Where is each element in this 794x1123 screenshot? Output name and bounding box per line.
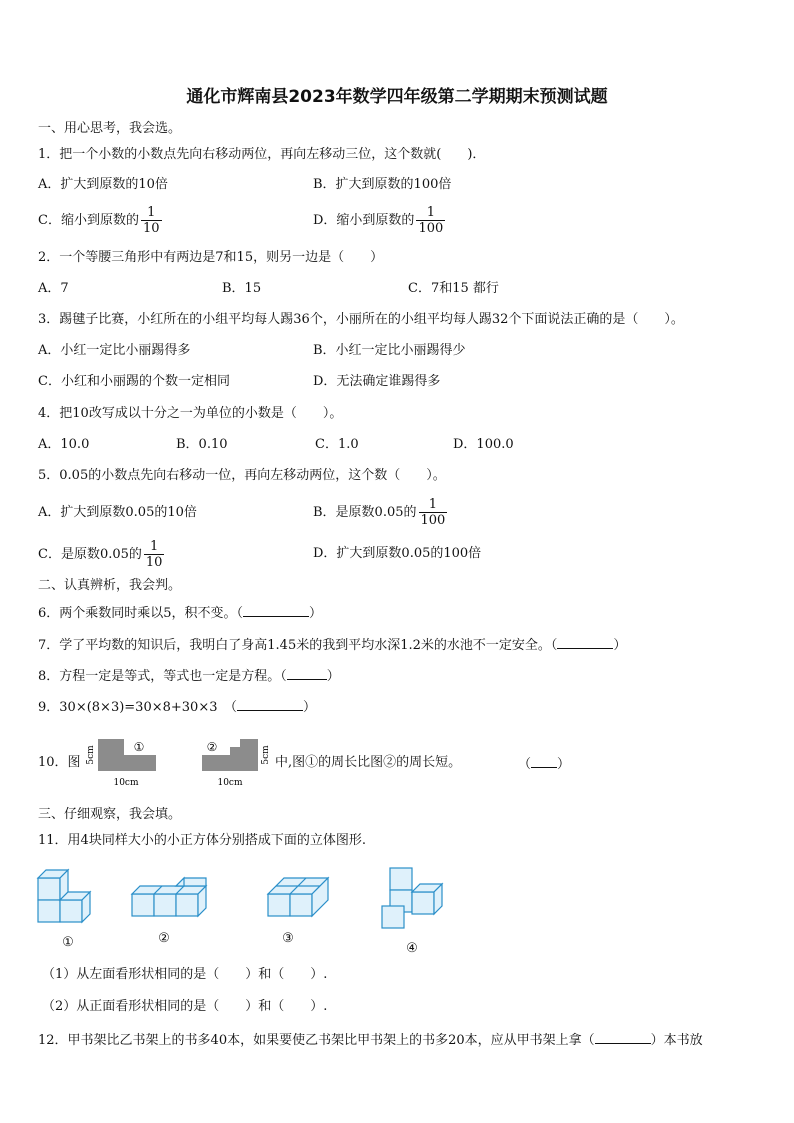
answer-blank[interactable] <box>243 604 309 617</box>
question-10-text: 中,图①的周长比图②的周长短。 <box>275 755 462 770</box>
figure-1-number: ① <box>133 740 145 754</box>
question-1-option-b: B．扩大到原数的100倍 <box>313 177 452 192</box>
cube-figures <box>34 862 454 960</box>
section-heading-3: 三、仔细观察，我会填。 <box>38 807 182 822</box>
question-5-option-c <box>38 539 164 570</box>
question-1-option-c <box>38 205 162 236</box>
question-7 <box>38 636 626 654</box>
paren-close: ） <box>557 757 571 772</box>
dim-label-10cm: 10cm <box>113 778 139 788</box>
question-4-option-a: A．10.0 <box>38 437 90 452</box>
cube-label-3: ③ <box>282 931 294 946</box>
paren-close: ） <box>326 669 340 684</box>
paren-open: （ <box>518 757 532 772</box>
question-1-stem: 1．把一个小数的小数点先向右移动两位，再向左移动三位，这个数就( )． <box>38 147 486 162</box>
numerator: 1 <box>141 205 162 221</box>
question-5-option-b <box>313 497 447 528</box>
question-11-sub-2: （2）从正面看形状相同的是（ ）和（ ）. <box>42 999 328 1014</box>
cube-figure-3 <box>268 878 328 916</box>
option-text: B．是原数0.05的 <box>313 505 417 520</box>
question-1-option-d <box>313 205 445 236</box>
cube-label-4: ④ <box>406 941 418 956</box>
answer-blank[interactable] <box>557 636 613 649</box>
question-2-stem: 2．一个等腰三角形中有两边是7和15，则另一边是（ ） <box>38 250 384 265</box>
question-6 <box>38 604 322 622</box>
section-heading-1: 一、用心思考，我会选。 <box>38 121 182 136</box>
figure-2-number: ② <box>206 740 218 754</box>
denominator: 100 <box>420 513 446 528</box>
dim-label-10cm: 10cm <box>217 778 243 788</box>
question-2-option-c: C．7和15 都行 <box>408 281 499 296</box>
question-11-stem: 11．用4块同样大小的小正方体分别搭成下面的立体图形. <box>38 833 366 848</box>
question-3-option-b: B．小红一定比小丽踢得少 <box>313 343 466 358</box>
answer-blank[interactable] <box>531 755 557 768</box>
option-text: C．缩小到原数的 <box>38 213 139 228</box>
question-5-option-a: A．扩大到原数0.05的10倍 <box>38 505 197 520</box>
denominator: 10 <box>142 221 160 236</box>
question-5-option-d: D．扩大到原数0.05的100倍 <box>313 546 482 561</box>
answer-blank[interactable] <box>237 698 303 711</box>
page-title: 通化市辉南县2023年数学四年级第二学期期末预测试题 <box>186 87 608 107</box>
cube-figure-1 <box>38 870 96 922</box>
question-4-option-c: C．1.0 <box>315 437 359 452</box>
fraction-one-hundredth <box>419 497 448 528</box>
cube-label-1: ① <box>62 935 74 950</box>
fraction-one-hundredth <box>416 205 445 236</box>
numerator: 1 <box>416 205 445 221</box>
paren-close: ） <box>309 606 323 621</box>
question-4-option-d: D．100.0 <box>453 437 514 452</box>
question-12 <box>38 1031 703 1049</box>
question-2-option-b: B．15 <box>222 281 262 296</box>
question-7-stem: 7．学了平均数的知识后，我明白了身高1.45米的我到平均水深1.2米的水池不一定安全。（ <box>38 638 558 653</box>
denominator: 10 <box>145 555 163 570</box>
question-12-end: ）本书放 <box>650 1033 703 1048</box>
question-4-option-b: B．0.10 <box>176 437 228 452</box>
numerator: 1 <box>144 539 165 555</box>
answer-blank[interactable] <box>287 667 327 680</box>
question-12-stem: 12．甲书架比乙书架上的书多40本，如果要使乙书架比甲书架上的书多20本，应从甲书架上拿（ <box>38 1033 595 1048</box>
question-9-stem: 9．30×(8×3)=30×8+30×3 （ <box>38 700 237 715</box>
shape-figure-1 <box>98 739 156 771</box>
question-3-option-d: D．无法确定谁踢得多 <box>313 374 441 389</box>
paren-close: ） <box>613 638 627 653</box>
question-3-option-a: A．小红一定比小丽踢得多 <box>38 343 191 358</box>
cube-label-2: ② <box>158 931 170 946</box>
option-text: D．缩小到原数的 <box>313 213 415 228</box>
fraction-one-tenth <box>144 539 165 570</box>
question-8 <box>38 667 340 685</box>
question-1-option-a: A．扩大到原数的10倍 <box>38 177 168 192</box>
question-10-number: 10．图 <box>38 755 81 770</box>
question-11-sub-1: （1）从左面看形状相同的是（ ）和（ ）. <box>42 967 328 982</box>
denominator: 100 <box>418 221 444 236</box>
option-text: C．是原数0.05的 <box>38 547 142 562</box>
dim-label-5cm: 5cm <box>261 745 271 765</box>
cube-figure-2 <box>132 878 206 916</box>
question-2-option-a: A．7 <box>38 281 69 296</box>
question-8-stem: 8．方程一定是等式，等式也一定是方程。（ <box>38 669 287 684</box>
section-heading-2: 二、认真辨析，我会判。 <box>38 578 182 593</box>
question-5-stem: 5．0.05的小数点先向右移动一位，再向左移动两位，这个数（ ）。 <box>38 468 446 483</box>
paren-close: ） <box>302 700 316 715</box>
answer-blank[interactable] <box>595 1031 651 1044</box>
cube-figure-4 <box>382 868 442 928</box>
numerator: 1 <box>419 497 448 513</box>
question-4-stem: 4．把10改写成以十分之一为单位的小数是（ ）。 <box>38 406 343 421</box>
question-9 <box>38 698 316 716</box>
fraction-one-tenth <box>141 205 162 236</box>
question-3-stem: 3．踢毽子比赛，小红所在的小组平均每人踢36个，小丽所在的小组平均每人踢32个下面说法正确的是（ ）。 <box>38 312 684 327</box>
question-3-option-c: C．小红和小丽踢的个数一定相同 <box>38 374 230 389</box>
question-10-answer <box>518 755 570 773</box>
dim-label-5cm: 5cm <box>86 745 96 765</box>
question-6-stem: 6．两个乘数同时乘以5，积不变。（ <box>38 606 244 621</box>
